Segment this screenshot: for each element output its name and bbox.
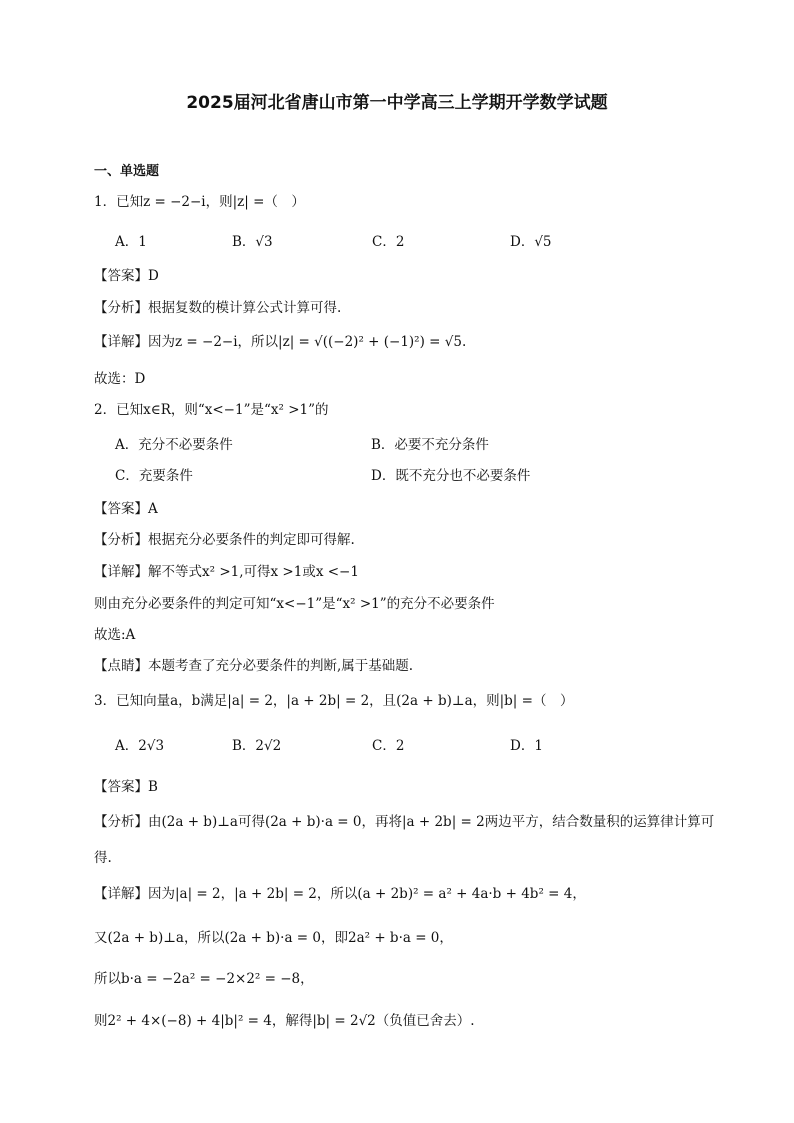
q3-analysis: 【分析】由(2a + b)⊥a可得(2a + b)·a = 0，再将|a + 2b| = 2两边平方，结合数量积的运算律计算可: [94, 814, 715, 830]
q3-option-c: C．2: [372, 738, 405, 754]
q3-option-a: A．2√3: [115, 738, 165, 754]
q3-option-b: B．2√2: [232, 738, 282, 754]
q3-detail-2: 又(2a + b)⊥a，所以(2a + b)·a = 0，即2a² + b·a = 0，: [94, 930, 453, 946]
q2-option-b: B．必要不充分条件: [371, 437, 489, 453]
q2-stem: 2．已知x∈R，则“x<−1”是“x² >1”的: [94, 402, 329, 418]
q1-detail: 【详解】因为z = −2−i，所以|z| = √((−2)² + (−1)²) = √5.: [94, 334, 467, 350]
q3-analysis-2: 得.: [94, 850, 112, 866]
q2-option-d: D．既不充分也不必要条件: [371, 468, 531, 484]
q1-answer: 【答案】D: [94, 268, 159, 284]
q2-comment: 【点睛】本题考查了充分必要条件的判断,属于基础题.: [94, 658, 414, 674]
q3-answer: 【答案】B: [94, 779, 158, 795]
q1-option-d: D．√5: [510, 234, 552, 250]
q3-detail-4: 则2² + 4×(−8) + 4|b|² = 4，解得|b| = 2√2（负值已舍去）.: [94, 1013, 475, 1029]
q2-option-a: A．充分不必要条件: [115, 437, 233, 453]
q2-analysis: 【分析】根据充分必要条件的判定即可得解.: [94, 532, 355, 548]
q2-option-c: C．充要条件: [115, 468, 193, 484]
q2-detail: 【详解】解不等式x² >1,可得x >1或x <−1: [94, 564, 359, 580]
q2-answer: 【答案】A: [94, 501, 158, 517]
document-title: 2025届河北省唐山市第一中学高三上学期开学数学试题: [186, 93, 608, 113]
q1-stem: 1．已知z = −2−i，则|z| =（ ）: [94, 194, 305, 210]
q1-option-a: A．1: [115, 234, 147, 250]
q1-analysis: 【分析】根据复数的模计算公式计算可得.: [94, 300, 342, 316]
q3-detail: 【详解】因为|a| = 2，|a + 2b| = 2，所以(a + 2b)² = a² + 4a·b + 4b² = 4，: [94, 886, 586, 902]
q2-detail-2: 则由充分必要条件的判定可知“x<−1”是“x² >1”的充分不必要条件: [94, 596, 495, 612]
q1-option-c: C．2: [372, 234, 405, 250]
section-heading: 一、单选题: [94, 164, 160, 179]
q1-conclusion: 故选：D: [94, 371, 146, 387]
q3-stem: 3．已知向量a，b满足|a| = 2，|a + 2b| = 2，且(2a + b)⊥a，则|b| =（ ）: [94, 693, 574, 709]
q1-option-b: B．√3: [232, 234, 273, 250]
q2-conclusion: 故选:A: [94, 627, 136, 643]
q3-detail-3: 所以b·a = −2a² = −2×2² = −8，: [94, 971, 314, 987]
q3-option-d: D．1: [510, 738, 543, 754]
